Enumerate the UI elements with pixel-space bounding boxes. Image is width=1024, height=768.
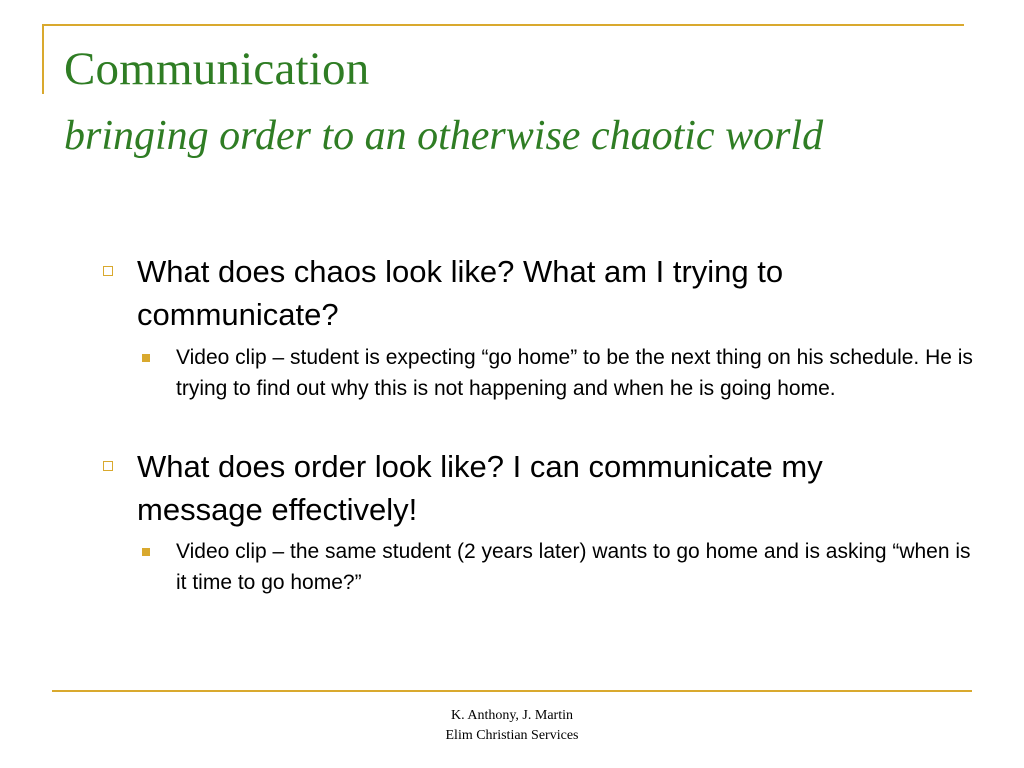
footer-authors: K. Anthony, J. Martin — [451, 708, 573, 723]
hollow-square-bullet-icon — [103, 461, 113, 471]
footer-rule — [52, 690, 972, 692]
title-frame-left-rule — [42, 24, 44, 94]
filled-square-bullet-icon — [142, 548, 150, 556]
bullet-item-2: What does order look like? I can communicate my message effectively! — [137, 449, 823, 527]
hollow-square-bullet-icon — [103, 266, 113, 276]
footer-organization: Elim Christian Services — [445, 728, 579, 743]
sub-bullet-item-1: Video clip – student is expecting “go home” to be the next thing on his schedule. He is trying to find out why this is not happening and when he is going home. — [176, 346, 973, 400]
slide-footer — [362, 706, 662, 746]
filled-square-bullet-icon — [142, 354, 150, 362]
bullet-item-1: What does chaos look like? What am I trying to communicate? — [137, 254, 784, 332]
sub-bullet-item-2: Video clip – the same student (2 years later) wants to go home and is asking “when is it time to go home?” — [176, 540, 971, 594]
title-frame-top-rule — [42, 24, 964, 26]
slide-subtitle: bringing order to an otherwise chaotic world — [64, 113, 824, 159]
slide-title: Communication — [64, 43, 370, 95]
